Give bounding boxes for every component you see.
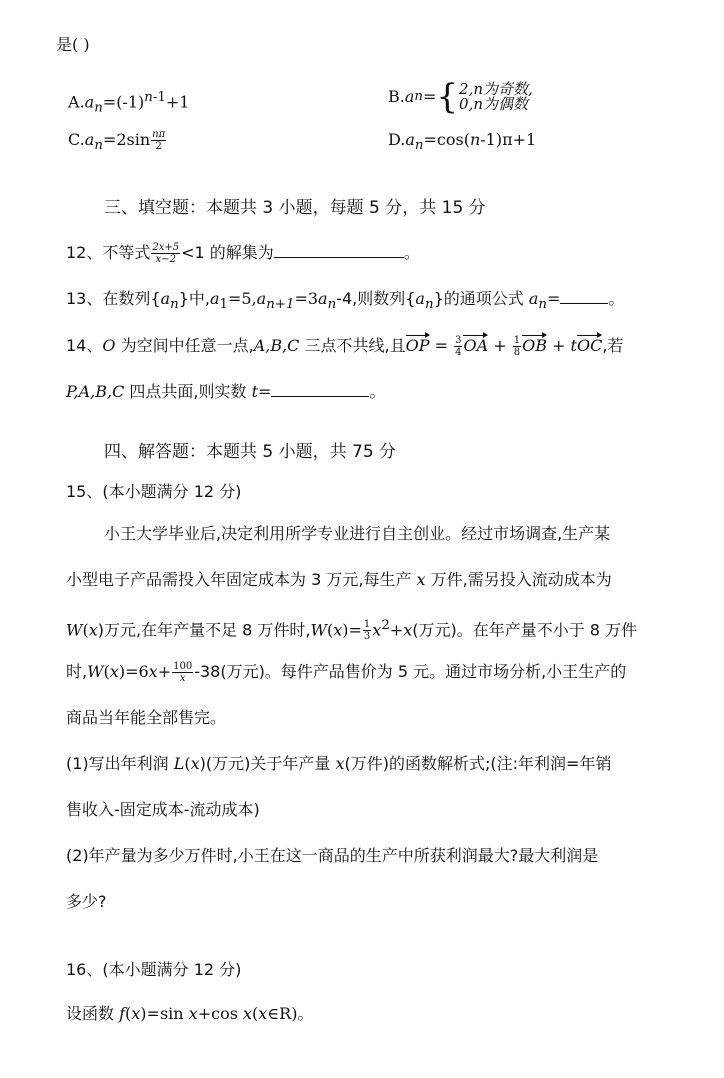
q15-head: 15、(本小题满分 12 分) <box>66 482 242 501</box>
q13-p6: }的通项公式 <box>433 289 529 308</box>
q15-l3num: 1 <box>363 619 371 631</box>
q15-l3a: W <box>66 620 83 640</box>
option-d-label: D. <box>388 130 406 149</box>
option-a-var: a <box>84 92 95 112</box>
q12-pre: 12、不等式 <box>66 243 151 262</box>
q15-l3b: ( <box>82 620 89 640</box>
option-a-sub: n <box>94 100 103 116</box>
q15-l3x: x <box>88 620 98 640</box>
q14-vec-oa: OA <box>463 334 488 358</box>
q14-line2-t: t <box>251 382 259 401</box>
q15-l2x: x <box>416 570 426 589</box>
brace-icon: { <box>436 77 459 117</box>
q12-post: <1 的解集为 <box>181 243 274 262</box>
q14-f1n: 3 <box>455 335 462 346</box>
option-b-sub: n <box>414 89 423 104</box>
q16-l1b: ( <box>125 1004 132 1023</box>
q15-l3x2: x <box>333 620 343 640</box>
q16-x3: x <box>243 1004 253 1023</box>
q15-p1b: ( <box>184 754 191 773</box>
q15-p1a: (1)写出年利润 <box>66 754 174 773</box>
option-a-eq: =(-1) <box>102 92 145 112</box>
section3-title: 三、填空题：本题共 3 小题，每题 5 分，共 15 分 <box>104 198 486 218</box>
q12-den: x−2 <box>155 254 176 265</box>
q15-l4c: )=6 <box>118 662 149 681</box>
q14-o: O <box>102 336 116 355</box>
q13-s3: n+1 <box>266 297 295 313</box>
q14-eq: = <box>429 336 454 355</box>
option-b-wrap <box>388 77 533 117</box>
q15-l2b: 万件,需另投入流动成本为 <box>425 570 612 589</box>
q16-x: x <box>131 1004 141 1023</box>
q16-f: f <box>119 1004 126 1023</box>
q14-line2-eq: = <box>258 382 272 401</box>
option-c-den: 2 <box>155 141 162 152</box>
option-b-cases <box>459 82 533 112</box>
q13-p4: =3 <box>294 289 319 308</box>
q11-option-b <box>388 77 533 117</box>
q14-end: 。 <box>369 382 386 401</box>
q14-plus2: + <box>546 336 571 355</box>
q16-line1 <box>66 1002 313 1026</box>
q15-l4e: -38(万元)。每件产品售价为 5 元。通过市场分析,小王生产的 <box>194 662 627 681</box>
option-a-label: A. <box>68 92 85 112</box>
q15-l4den: x <box>179 673 186 684</box>
q15-l3h: + <box>389 620 404 640</box>
option-c-eq: =2sin <box>102 130 151 149</box>
q11-option-d <box>388 128 536 158</box>
q14-t: t <box>570 336 577 355</box>
q12-fraction <box>151 242 180 265</box>
q11-option-c <box>68 128 167 158</box>
q14-line1 <box>66 334 623 358</box>
q16-l1c: )=sin <box>140 1004 189 1023</box>
option-a-tail: +1 <box>165 92 190 112</box>
q15-line4 <box>66 660 626 684</box>
option-c-fraction <box>151 129 166 152</box>
option-b-var: a <box>404 87 415 106</box>
option-a-sup-n: n <box>144 90 153 105</box>
q14-p3: 三点不共线,且 <box>299 336 406 355</box>
q15-l4-frac <box>172 661 193 684</box>
q16-l1f: ∈R)。 <box>267 1004 314 1023</box>
option-c-label: C. <box>68 130 85 149</box>
q15-l4w: W <box>87 662 104 681</box>
option-c-num: nπ <box>152 129 166 140</box>
q13-p3: =5, <box>228 289 257 308</box>
q16-l1d: +cos <box>197 1004 243 1023</box>
option-d-n: n <box>469 130 481 149</box>
option-d-var: a <box>405 130 415 149</box>
q15-l3f: )= <box>342 620 362 640</box>
q16-l1e: ( <box>252 1004 259 1023</box>
q15-p1x2: x <box>335 754 345 773</box>
q15-part1-line2: 售收入-固定成本-流动成本) <box>66 800 260 819</box>
q13-end: 。 <box>608 289 625 308</box>
q16-head: 16、(本小题满分 12 分) <box>66 960 242 979</box>
q14-p2: 为空间中任意一点, <box>115 336 254 355</box>
q15-line2 <box>66 568 612 592</box>
q13-p1: 13、在数列{ <box>66 289 161 308</box>
q15-l3c: )万元,在年产量不足 8 万件时, <box>97 620 311 640</box>
q15-part2-line1: (2)年产量为多少万件时,小王在这一商品的生产中所获利润最大?最大利润是 <box>66 846 599 865</box>
q12-answer-blank[interactable] <box>274 241 404 258</box>
q13-s5: n <box>424 297 434 313</box>
q12-line <box>66 241 420 265</box>
q14-f1d: 4 <box>455 347 462 358</box>
q15-l3den: 3 <box>363 631 371 643</box>
option-d-eq: =cos( <box>423 130 470 149</box>
q15-l3g: x <box>372 620 382 640</box>
q14-line2 <box>66 380 385 404</box>
q13-p2: }中, <box>178 289 210 308</box>
q14-f2d: 8 <box>513 347 521 358</box>
q15-l3i: (万元)。在年产量不小于 8 万件 <box>412 620 638 640</box>
q12-num: 2x+5 <box>152 242 180 253</box>
q15-l4num: 100 <box>173 661 193 672</box>
q15-part1-line1 <box>66 752 611 776</box>
q15-l4a: 时, <box>66 662 88 681</box>
q14-line2-vars: P,A,B,C <box>66 382 125 401</box>
q13-a1: a <box>160 289 171 308</box>
option-d-sub: n <box>414 138 424 154</box>
q13-a5: a <box>415 289 425 308</box>
option-b-case1: 2,n为奇数, <box>459 80 533 98</box>
option-b-eq: = <box>422 87 437 106</box>
option-c-var: a <box>84 130 95 149</box>
q15-line1: 小王大学毕业后,决定利用所学专业进行自主创业。经过市场调查,生产某 <box>104 524 611 543</box>
q13-a4: a <box>318 289 328 308</box>
option-c-sub: n <box>94 138 103 154</box>
option-d-tail: -1)π+1 <box>480 130 537 149</box>
q15-l4x2: x <box>148 662 158 681</box>
q15-p1x: x <box>190 754 200 773</box>
q15-l4b: ( <box>103 662 110 681</box>
q15-l3d: W <box>310 620 327 640</box>
q15-p1c: )(万元)关于年产量 <box>199 754 336 773</box>
option-a-sup-rest: -1 <box>152 90 166 105</box>
q11-stem-tail: 是( ) <box>56 35 90 54</box>
q16-x2: x <box>188 1004 198 1023</box>
q14-p1: 14、 <box>66 336 103 355</box>
q14-answer-blank[interactable] <box>271 380 369 397</box>
q13-p5: -4,则数列{ <box>336 289 416 308</box>
q15-part2-line2: 多少? <box>66 892 107 911</box>
q15-l3-frac <box>363 619 371 642</box>
q13-answer-blank[interactable] <box>560 287 608 304</box>
q13-n1: n <box>170 297 179 313</box>
q14-vec-ob: OB <box>522 334 547 358</box>
q13-s4: n <box>327 297 337 313</box>
q15-l2a: 小型电子产品需投入年固定成本为 3 万元,每生产 <box>66 570 417 589</box>
q13-p7: = <box>546 289 561 308</box>
option-b-label: B. <box>388 87 405 106</box>
q13-line <box>66 287 624 317</box>
q14-frac2 <box>513 335 521 358</box>
q14-vec-op: OP <box>406 334 430 358</box>
q14-frac1 <box>454 335 462 358</box>
q15-l4x: x <box>109 662 119 681</box>
q12-end: 。 <box>403 243 420 262</box>
q15-line3 <box>66 614 637 642</box>
q14-abc: A,B,C <box>253 336 300 355</box>
q15-p1l: L <box>173 754 185 773</box>
q11-option-a <box>68 86 189 121</box>
q15-p1d: (万件)的函数解析式;(注:年利润=年销 <box>344 754 612 773</box>
q16-x4: x <box>258 1004 268 1023</box>
q15-line5: 商品当年能全部售完。 <box>66 708 227 727</box>
option-b-case2: 0,n为偶数 <box>459 95 529 113</box>
q13-s2: 1 <box>219 297 228 313</box>
q14-line2-mid: 四点共面,则实数 <box>124 382 252 401</box>
q13-a3: a <box>256 289 267 308</box>
q15-l3e: ( <box>326 620 334 640</box>
q15-l4d: + <box>157 662 172 681</box>
q14-vec-oc: OC <box>577 334 602 358</box>
section4-title: 四、解答题：本题共 5 小题，共 75 分 <box>104 442 397 462</box>
q14-p4: ,若 <box>602 336 624 355</box>
q13-a6: a <box>528 289 539 308</box>
q14-plus1: + <box>488 336 512 355</box>
q16-l1a: 设函数 <box>66 1004 120 1023</box>
q15-l3x3: x <box>403 620 413 640</box>
q14-f2n: 1 <box>513 335 521 346</box>
q13-a2: a <box>209 289 220 308</box>
q13-s6: n <box>538 297 547 313</box>
q15-l3sup: 2 <box>381 618 390 633</box>
